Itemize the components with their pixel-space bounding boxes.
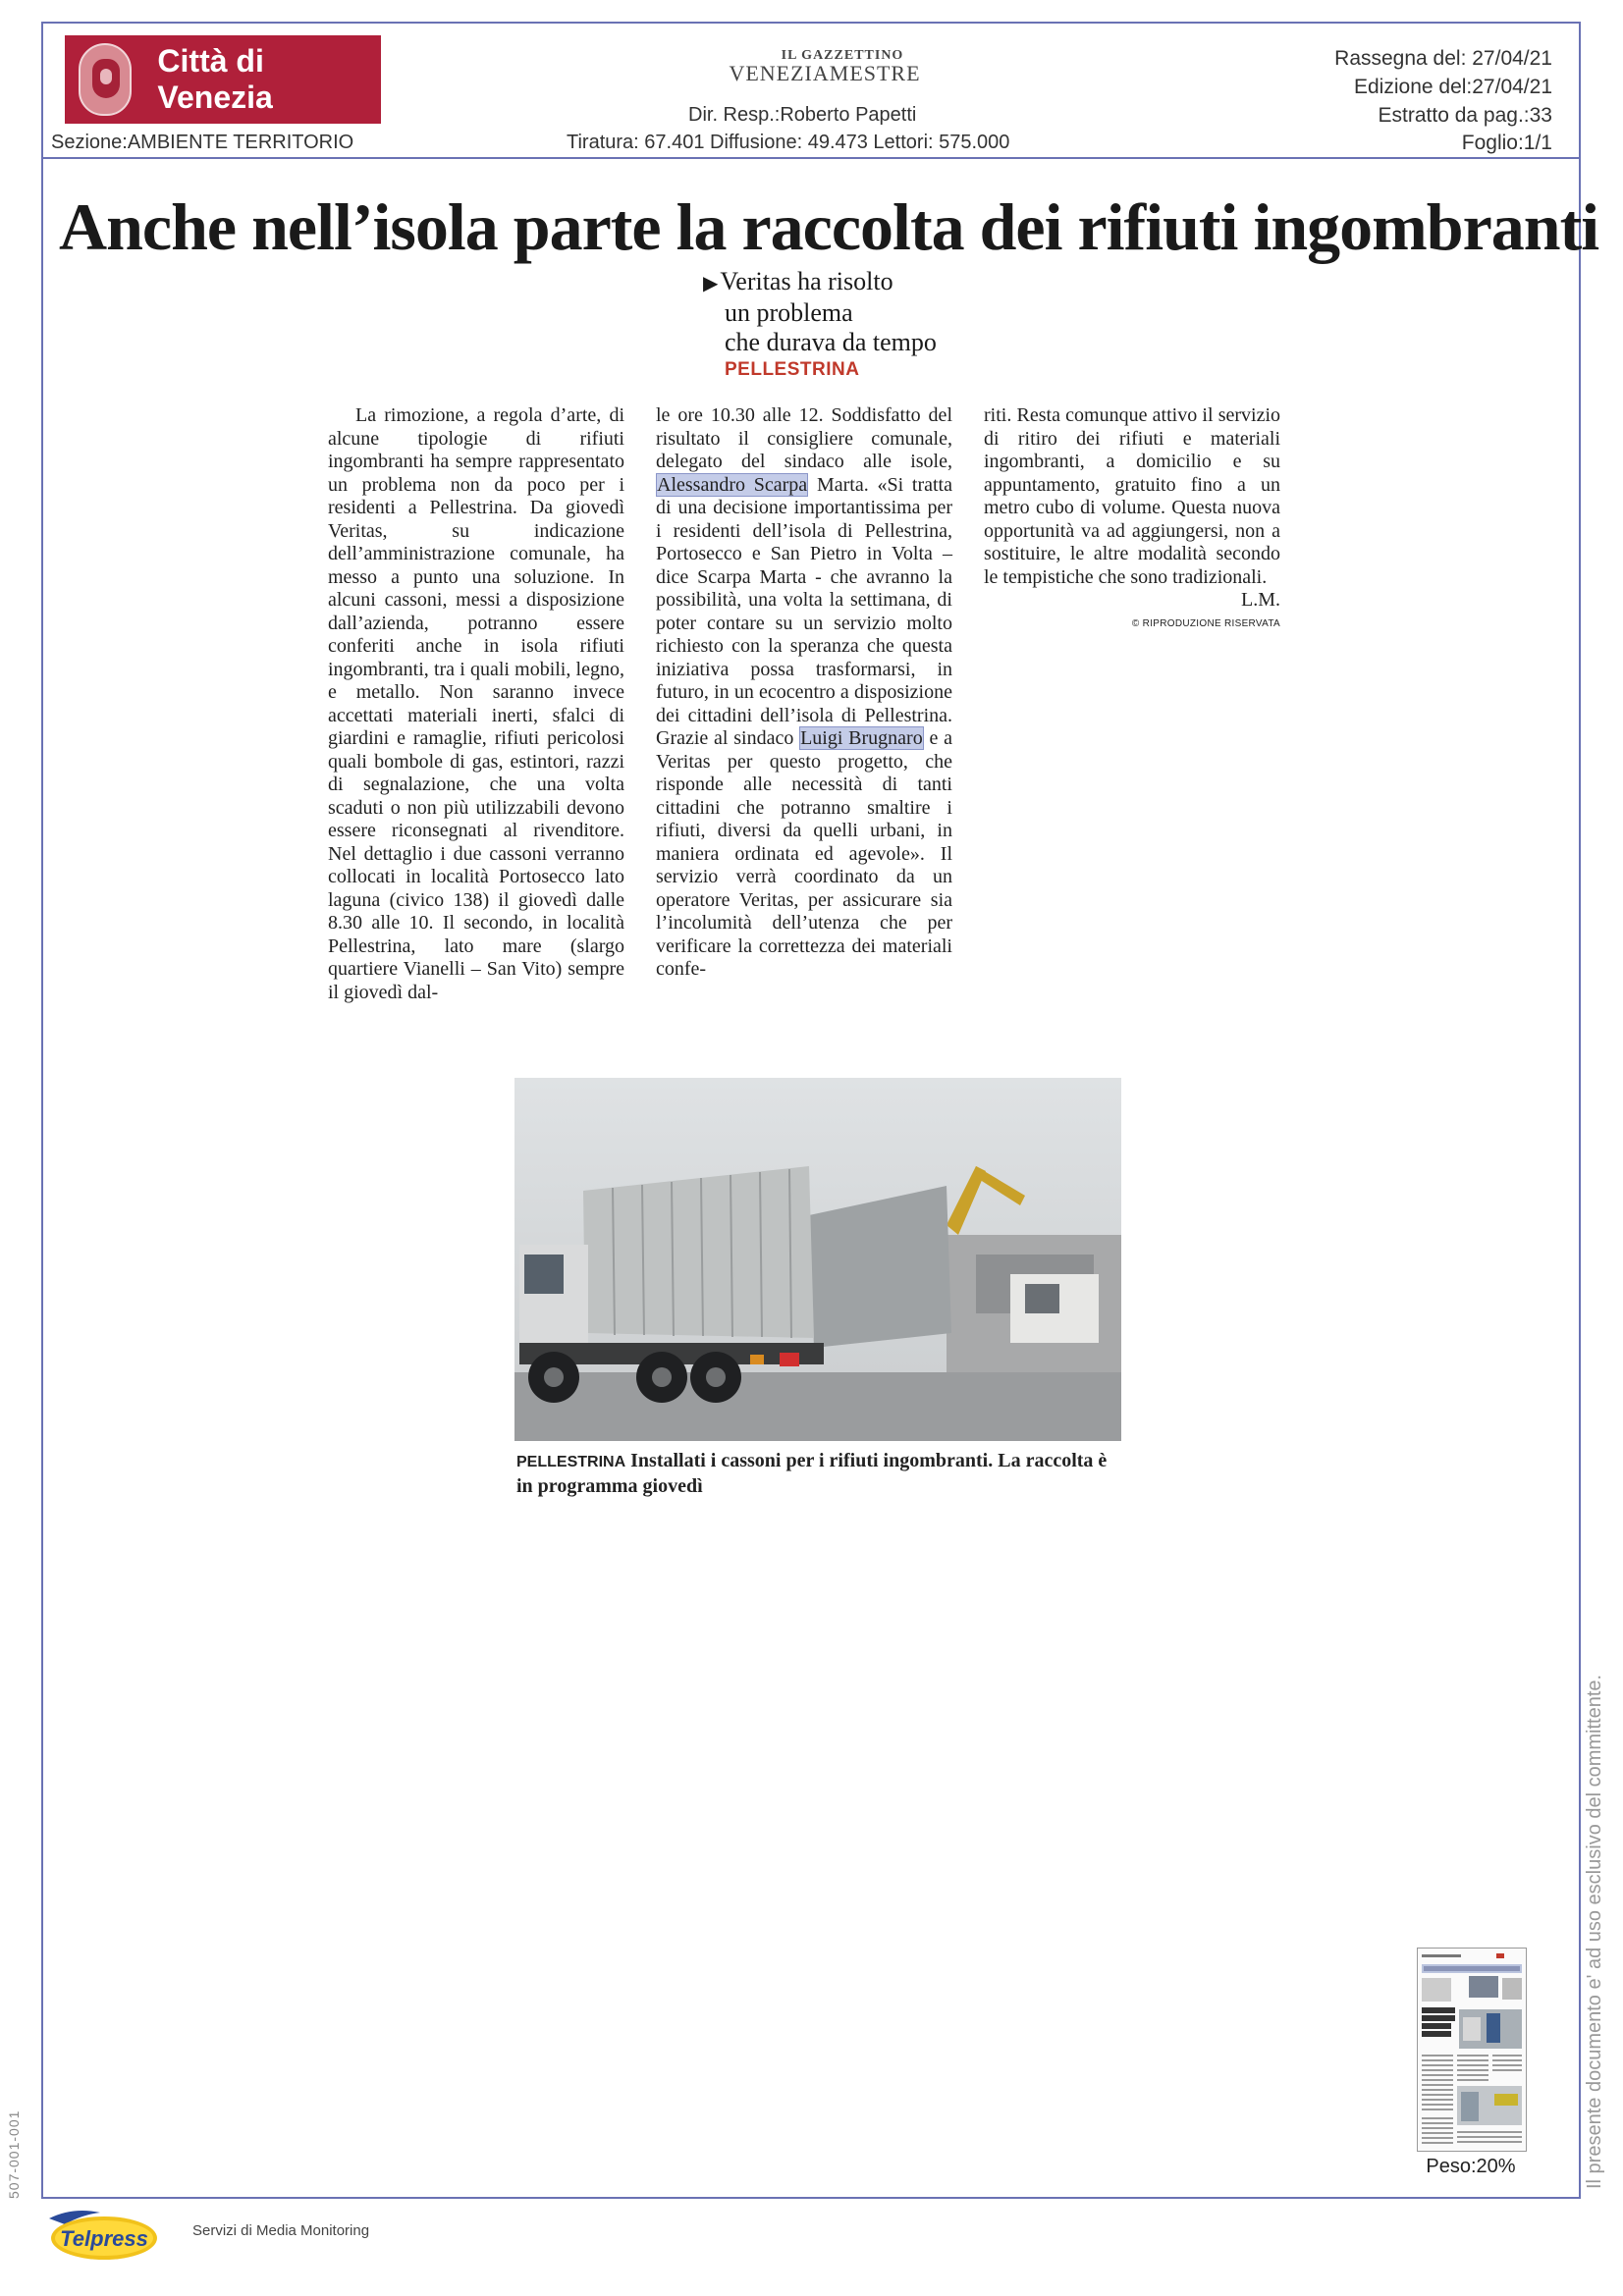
header-rule [41, 157, 1581, 159]
author-signature: L.M. [1241, 589, 1280, 611]
subtitle-line-3: che durava da tempo [725, 328, 937, 356]
rassegna-date: Rassegna del: 27/04/21 [1334, 47, 1552, 70]
logo-text: Città di Venezia [157, 43, 273, 115]
svg-text:Telpress: Telpress [60, 2226, 148, 2251]
play-arrow-icon: ▶ [703, 273, 719, 294]
masthead-line2: VENEZIAMESTRE [729, 61, 921, 85]
foglio-label: Foglio:1/1 [1461, 132, 1552, 154]
citta-di-venezia-logo [65, 35, 381, 124]
article-column-3 [984, 404, 1280, 635]
article-column-2 [656, 404, 952, 982]
masthead-line1: IL GAZZETTINO [781, 48, 904, 63]
column-2-text [656, 404, 952, 982]
estratto-page: Estratto da pag.:33 [1378, 104, 1552, 127]
column-3-text: riti. Resta comunque attivo il servizio di ritiro dei rifiuti e materiali ingombranti, a domicilio e su appuntamento, gratuito fino a un metro cubo di volume. Questa nuova opportunità va ad aggiungersi, non a sostituire, le altre modalità secondo le tempistiche che sono tradizionali. [984, 404, 1280, 588]
highlighted-name-brugnaro: Luigi Brugnaro [800, 727, 923, 749]
caption-kicker: PELLESTRINA [516, 1454, 626, 1470]
telpress-logo [43, 2205, 157, 2264]
page-thumbnail [1417, 1948, 1527, 2152]
edizione-date: Edizione del:27/04/21 [1354, 76, 1552, 98]
highlighted-name-scarpa: Alessandro Scarpa [657, 473, 808, 496]
column-1-text: La rimozione, a regola d’arte, di alcune tipologie di rifiuti ingombranti ha sempre rappresentato un problema non da poco per i residenti a Pellestrina. Da giovedì Veritas, su indicazione dell’amministrazione comunale, ha messo a punto una soluzione. In alcuni cassoni, messi a disposizione dall’azienda, potranno essere conferiti anche in isola rifiuti ingombranti, tra i quali mobili, legno, e metallo. Non saranno invece accettati materiali inerti, sfalci di giardini e ramaglie, rifiuti pericolosi quali bombole di gas, estintori, razzi di segnalazione, che una volta scaduti o non più utilizzabili devono essere riconsegnati al rivenditore. Nel dettaglio i due cassoni verranno collocati in località Portosecco lato laguna (civico 138) il giovedì dalle 8.30 alle 10. Il secondo, in località Pellestrina, lato mare (slargo quartiere Vianelli – San Vito) sempre il giovedì dal- [328, 404, 624, 1003]
masthead [727, 49, 923, 84]
column-2-part-c: e a Veritas per questo progetto, che risponde alle necessità di tanti cittadini che potranno smaltire i rifiuti, diversi da quelli urbani, in maniera ordinata ed agevole». Il servizio verrà coordinato da un operatore Veritas, per assicurare sia l’incolumità dell’utenza che per verificare la correttezza dei materiali confe- [656, 727, 952, 980]
column-2-part-a: le ore 10.30 alle 12. Soddisfatto del risultato il consigliere comunale, delegato del sindaco alle isole, [656, 404, 952, 472]
subtitle-line-1: Veritas ha risolto [720, 267, 893, 295]
truck-photo-illustration [514, 1078, 1121, 1441]
document-code: 507-001-001 [6, 2109, 22, 2199]
photo-caption [516, 1449, 1125, 1498]
venice-crest-icon [79, 43, 132, 116]
article-title: Anche nell’isola parte la raccolta dei rifiuti ingombranti [59, 189, 1599, 264]
circulation-label: Tiratura: 67.401 Diffusione: 49.473 Lettori: 575.000 [567, 132, 1010, 153]
article-subtitle [703, 267, 937, 357]
peso-label: Peso:20% [1426, 2156, 1516, 2177]
article-kicker: PELLESTRINA [725, 359, 860, 380]
copyright-note: © RIPRODUZIONE RISERVATA [1131, 617, 1280, 629]
caption-text: Installati i cassoni per i rifiuti ingombranti. La raccolta è in programma giovedì [516, 1450, 1108, 1497]
director-label: Dir. Resp.:Roberto Papetti [688, 104, 917, 126]
page-thumbnail-illustration [1418, 1949, 1526, 2151]
subtitle-line-2: un problema [725, 298, 853, 327]
usage-note: Il presente documento e' ad uso esclusivo del committente. [1584, 1674, 1605, 2189]
article-photo [514, 1078, 1121, 1441]
column-2-part-b: Marta. «Si tratta di una decisione importantissima per i residenti dell’isola di Pellestrina, Portosecco e San Pietro in Volta – dice Scarpa Marta - che avranno la possibilità, una volta la settimana, di poter contare su un servizio molto richiesto con la speranza che questa iniziativa possa trasformarsi, in futuro, in un ecocentro a disposizione dei cittadini dell’isola di Pellestrina. Grazie al sindaco [656, 473, 952, 749]
article-column-1 [328, 404, 624, 1004]
section-label: Sezione:AMBIENTE TERRITORIO [51, 132, 354, 153]
footer-services: Servizi di Media Monitoring [192, 2222, 370, 2239]
